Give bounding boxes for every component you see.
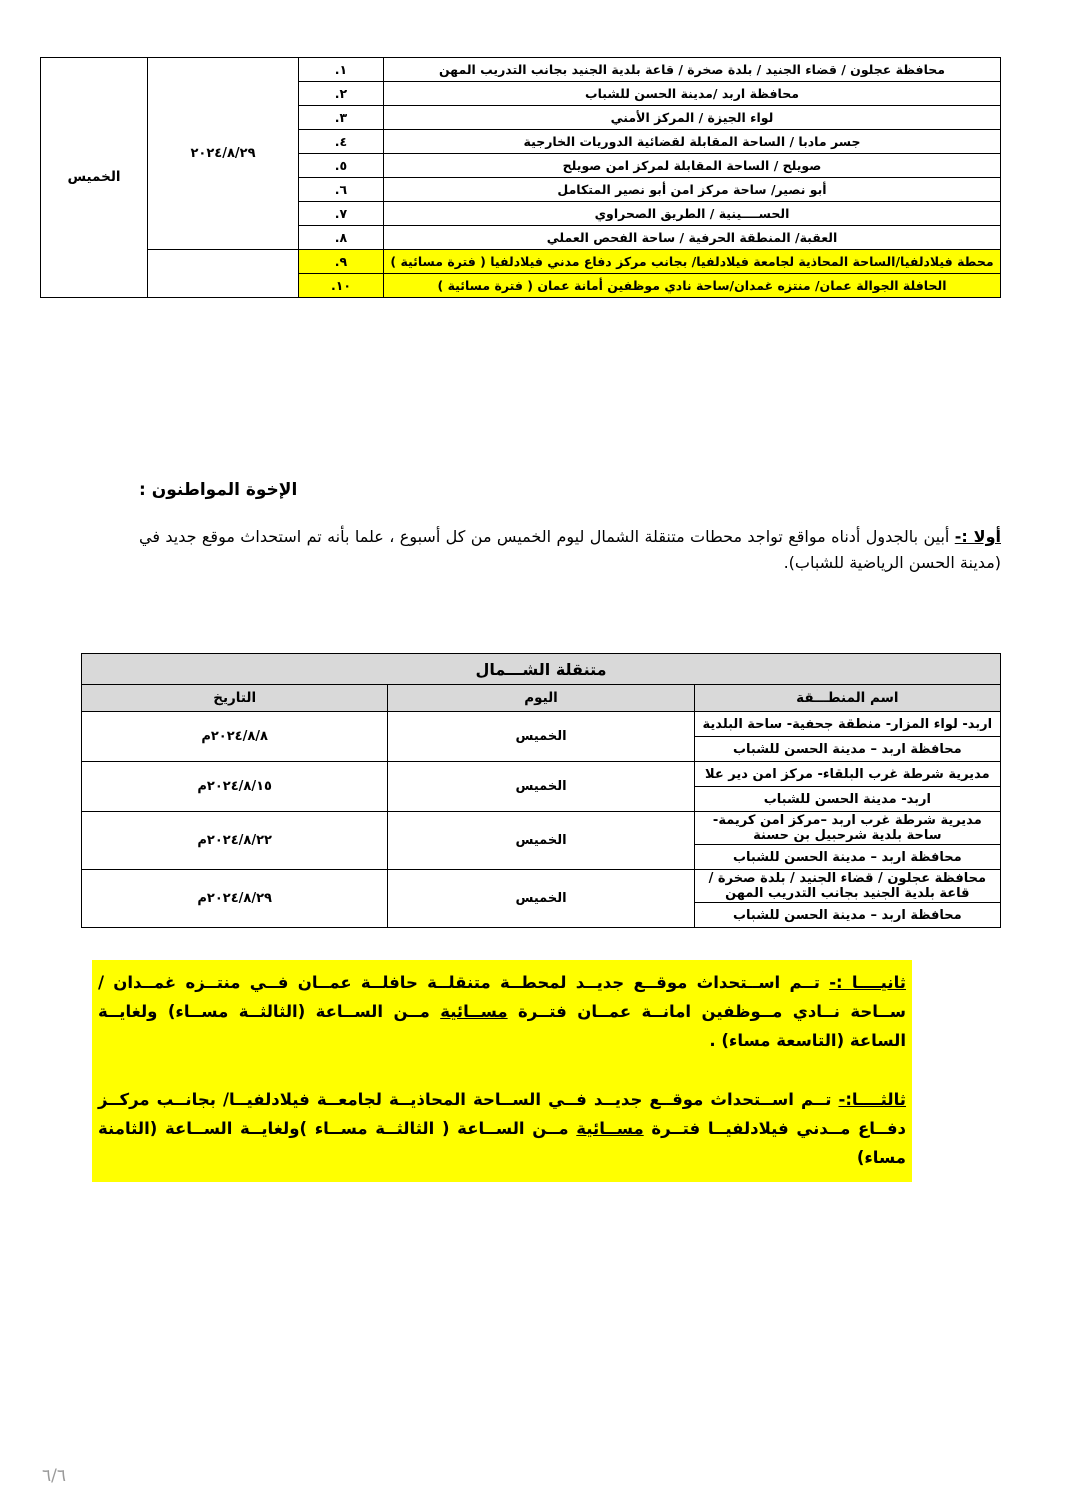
area-cell: مديرية شرطة غرب اربد –مركز امن كريمة- ساحة بلدية شرحبيل بن حسنة	[694, 812, 1000, 845]
index-cell: ٢.	[299, 82, 384, 106]
north-table-body	[82, 654, 1001, 928]
day-cell: الخميس	[388, 762, 694, 812]
index-cell: ٥.	[299, 154, 384, 178]
note-third-part2: مــن الســاعة ( الثالثــة مســاء )ولغايــة الســاعة (الثامنة مساء)	[98, 1119, 906, 1167]
header-area: اسم المنطـــقة	[694, 685, 1000, 712]
note-second-lead: ثانيــــا :-	[829, 973, 906, 992]
table-row-highlighted	[41, 250, 1001, 274]
day-cell: الخميس	[388, 712, 694, 762]
date-cell: ٢٠٢٤/٨/٢٩	[148, 58, 299, 250]
note-third-part1: تــم اســتحداث موقــع جديــد فــي الســاحة المحاذيــة لجامعــة فيلادلفيــا/ بجانــب مركــز دفــاع مــدني فيلادلفيــا فتــرة	[98, 1090, 906, 1138]
day-cell: الخميس	[388, 812, 694, 870]
index-cell: ٩.	[299, 250, 384, 274]
table-row	[82, 812, 1001, 845]
greeting-heading: الإخوة المواطنون :	[139, 480, 298, 500]
day-cell: الخميس	[41, 58, 148, 298]
place-cell: أبو نصير/ ساحة مركز امن أبو نصير المتكامل	[384, 178, 1001, 202]
index-cell: ٣.	[299, 106, 384, 130]
index-cell: ٨.	[299, 226, 384, 250]
page-number: ٦/٦	[42, 1466, 66, 1486]
top-table-body	[41, 58, 1001, 298]
index-cell: ١٠.	[299, 274, 384, 298]
day-cell: الخميس	[388, 870, 694, 928]
north-mobile-stations-table	[81, 653, 1001, 928]
header-day: اليوم	[388, 685, 694, 712]
table-title-row	[82, 654, 1001, 685]
date-cell: ٢٠٢٤/٨/٢٩م	[82, 870, 388, 928]
place-cell: محافظة اربد /مدينة الحسن للشباب	[384, 82, 1001, 106]
index-cell: ٧.	[299, 202, 384, 226]
table-row	[82, 762, 1001, 787]
area-cell: اربد- مدينة الحسن للشباب	[694, 787, 1000, 812]
area-cell: محافظة اربد – مدينة الحسن للشباب	[694, 737, 1000, 762]
table-row	[82, 870, 1001, 903]
first-paragraph-lead: أولا :-	[954, 527, 1002, 546]
place-cell: لواء الجيزة / المركز الأمني	[384, 106, 1001, 130]
highlighted-notes-block	[92, 960, 912, 1182]
area-cell: اربد- لواء المزار- منطقة جحفية- ساحة البلدية	[694, 712, 1000, 737]
mobile-stations-continuation-table	[40, 57, 1001, 298]
note-third	[98, 1085, 906, 1172]
index-cell: ١.	[299, 58, 384, 82]
place-cell: العقبة/ المنطقة الحرفية / ساحة الفحص العملي	[384, 226, 1001, 250]
note-second-part1: تــم اســتحداث موقــع جديــد لمحطــة متنقلــة حافلــة عمــان فــي منتــزه غمــدان / ســاحة نــادي مــوظفين امانــة عمــان فتــرة	[98, 973, 906, 1021]
note-second-part2: مــن الســاعة (الثالثــة مســاء) ولغايــة الساعة (التاسعة مساء) .	[98, 1002, 906, 1050]
place-cell: محطة فيلادلفيا/الساحة المحاذية لجامعة فيلادلفيا/ بجانب مركز دفاع مدني فيلادلفيا ( فترة مسائية )	[384, 250, 1001, 274]
index-cell: ٦.	[299, 178, 384, 202]
first-paragraph-text: أبين بالجدول أدناه مواقع تواجد محطات متنقلة الشمال ليوم الخميس من كل أسبوع ، علما بأنه تم استحداث موقع جديد في (مدينة الحسن الرياضية للشباب).	[139, 527, 1001, 572]
date-cell-empty	[148, 250, 299, 298]
first-paragraph	[139, 524, 1001, 576]
place-cell: صويلح / الساحة المقابلة لمركز امن صويلح	[384, 154, 1001, 178]
note-third-emphasis: مســائية	[576, 1119, 644, 1138]
index-cell: ٤.	[299, 130, 384, 154]
note-third-lead: ثالثــــا:-	[838, 1090, 906, 1109]
date-cell: ٢٠٢٤/٨/٢٢م	[82, 812, 388, 870]
date-cell: ٢٠٢٤/٨/٨م	[82, 712, 388, 762]
table-header-row	[82, 685, 1001, 712]
table-row	[41, 58, 1001, 82]
place-cell: الحســــينية / الطريق الصحراوي	[384, 202, 1001, 226]
date-cell: ٢٠٢٤/٨/١٥م	[82, 762, 388, 812]
note-second	[98, 968, 906, 1055]
header-date: التاريخ	[82, 685, 388, 712]
area-cell: محافظة عجلون / قضاء الجنيد / بلدة صخرة / قاعة بلدية الجنيد بجانب التدريب المهن	[694, 870, 1000, 903]
table-row	[82, 712, 1001, 737]
area-cell: مديرية شرطة غرب البلقاء- مركز امن دير علا	[694, 762, 1000, 787]
area-cell: محافظة اربد – مدينة الحسن للشباب	[694, 845, 1000, 870]
north-table-title: متنقلة الشـــمال	[82, 654, 1001, 685]
place-cell: جسر مادبا / الساحة المقابلة لقضائية الدوريات الخارجية	[384, 130, 1001, 154]
area-cell: محافظة اربد – مدينة الحسن للشباب	[694, 903, 1000, 928]
note-second-emphasis: مســائية	[440, 1002, 508, 1021]
place-cell: الحافلة الجوالة عمان/ منتزه غمدان/ساحة نادي موظفين أمانة عمان ( فترة مسائية )	[384, 274, 1001, 298]
place-cell: محافظة عجلون / قضاء الجنيد / بلدة صخرة / قاعة بلدية الجنيد بجانب التدريب المهن	[384, 58, 1001, 82]
